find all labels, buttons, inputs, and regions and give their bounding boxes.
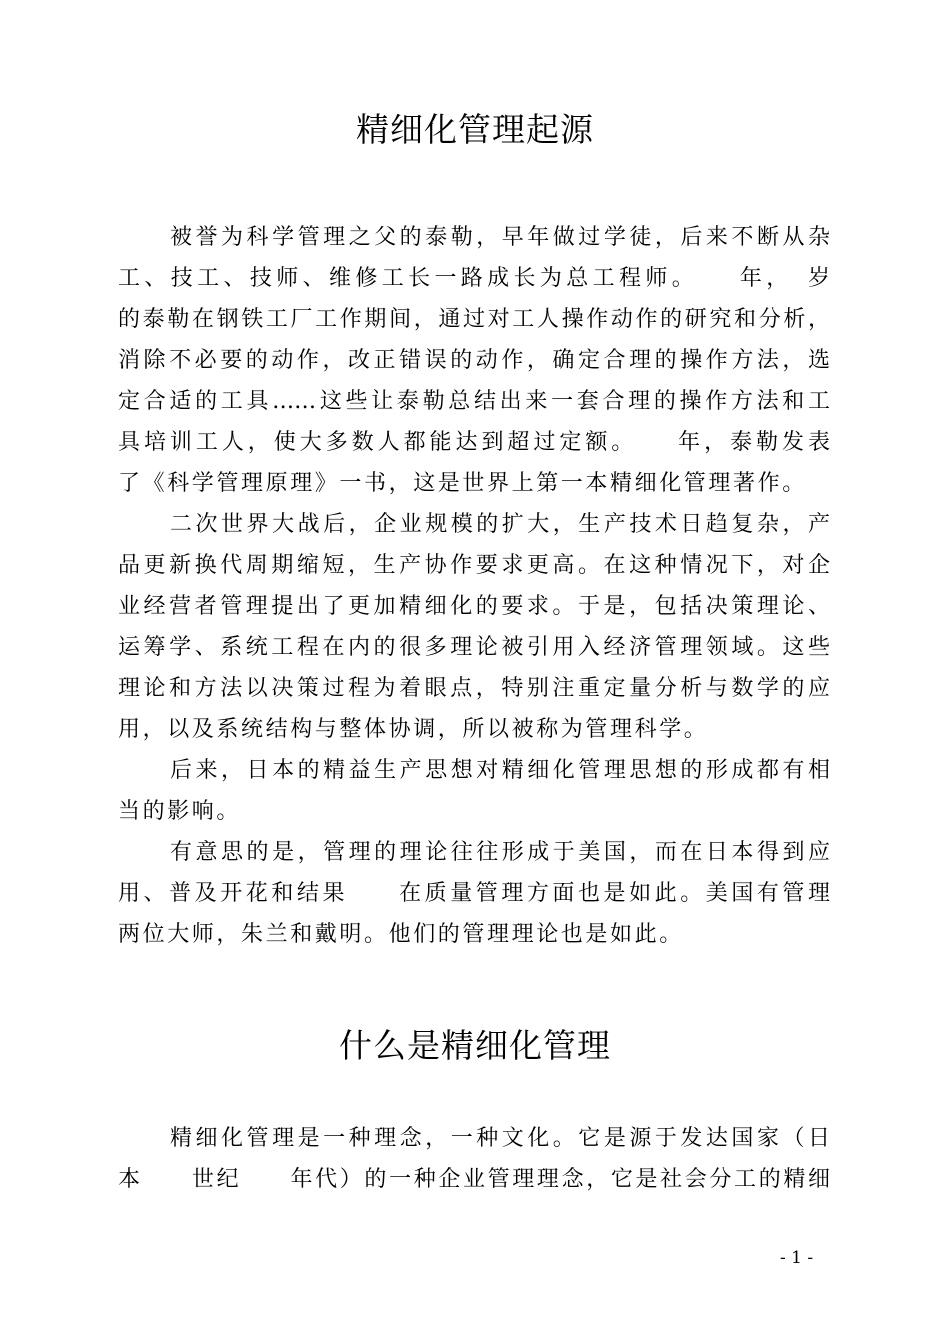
paragraph-line: 的泰勒在钢铁工厂工作期间，通过对工人操作动作的研究和分析， (118, 307, 830, 332)
paragraph-line: 理论和方法以决策过程为着眼点，特别注重定量分析与数学的应 (118, 676, 830, 701)
paragraph-line: 运筹学、系统工程在内的很多理论被引用入经济管理领域。这些 (118, 635, 830, 660)
paragraph-line: 当的影响。 (118, 799, 242, 824)
paragraph-line: 了《科学管理原理》一书，这是世界上第一本精细化管理著作。 (118, 471, 807, 496)
paragraph-line: 用、普及开花和结果 在质量管理方面也是如此。美国有管理 (118, 881, 830, 906)
paragraph-line: 后来，日本的精益生产思想对精细化管理思想的形成都有相 (170, 758, 830, 783)
page-number: - 1 - (780, 1248, 814, 1268)
paragraph-line: 精细化管理是一种理念，一种文化。它是源于发达国家（日 (170, 1126, 830, 1151)
paragraph-line: 二次世界大战后，企业规模的扩大，生产技术日趋复杂，产 (170, 512, 830, 537)
paragraph-line: 被誉为科学管理之父的泰勒，早年做过学徒，后来不断从杂 (170, 225, 830, 250)
paragraph-line: 品更新换代周期缩短，生产协作要求更高。在这种情况下，对企 (118, 553, 830, 578)
paragraph-line: 定合适的工具……这些让泰勒总结出来一套合理的操作方法和工 (118, 389, 830, 414)
paragraph-line: 业经营者管理提出了更加精细化的要求。于是，包括决策理论、 (118, 594, 830, 619)
paragraph-line: 两位大师，朱兰和戴明。他们的管理理论也是如此。 (118, 922, 684, 947)
paragraph-line: 消除不必要的动作，改正错误的动作，确定合理的操作方法，选 (118, 348, 830, 373)
paragraph-line: 用，以及系统结构与整体协调，所以被称为管理科学。 (118, 717, 709, 742)
section-title-definition: 什么是精细化管理 (339, 1026, 611, 1065)
paragraph-line: 有意思的是，管理的理论往往形成于美国，而在日本得到应 (170, 840, 830, 865)
paragraph-line: 具培训工人，使大多数人都能达到超过定额。 年，泰勒发表 (118, 430, 830, 455)
section-title-origin: 精细化管理起源 (356, 110, 594, 149)
paragraph-line: 工、技工、技师、维修工长一路成长为总工程师。 年， 岁 (118, 266, 830, 291)
paragraph-line: 本 世纪 年代）的一种企业管理理念，它是社会分工的精细 (118, 1167, 830, 1192)
